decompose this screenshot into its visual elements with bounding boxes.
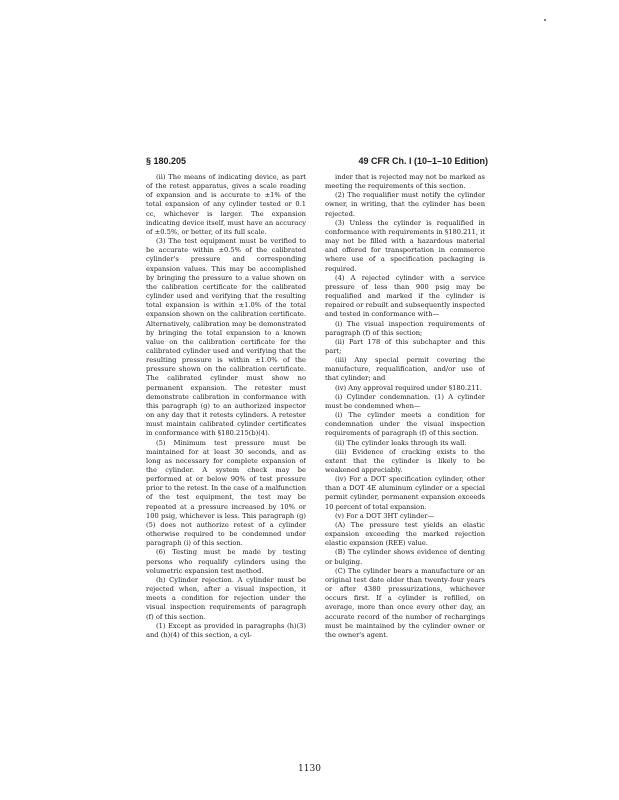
paragraph: (2) The requalifier must notify the cylinder owner, in writing, that the cylinder has been rejected. [325,191,485,218]
paragraph: (5) Minimum test pressure must be maintained for at least 30 seconds, and as long as necessary for complete expansion of the cylinder. A system check may be performed at or below 90% of test pressure prior to the retest. In the case of a malfunction of the test equipment, the test may be repeated at a pressure increased by 10% or 100 psig, whichever is less. This paragraph (g)(5) does not authorize retest of a cylinder otherwise required to be condemned under paragraph (i) of this section. [146,438,306,548]
paragraph: (C) The cylinder bears a manufacture or an original test date older than twenty-four years or after 4380 pressurizations, whichever occurs first. If a cylinder is refilled, on average, more than once every other day, an accurate record of the number of rechargings must be maintained by the cylinder owner or the owner's agent. [325,566,485,639]
paragraph: (ii) The cylinder leaks through its wall. [335,438,467,447]
paragraph: (1) Except as provided in paragraphs (h)(3) and (h)(4) of this section, a cyl- [146,621,306,639]
paragraph: (iv) For a DOT specification cylinder, other than a DOT 4E aluminum cylinder or a special permit cylinder, permanent expansion exceeds 10 percent of total expansion. [325,475,485,511]
paragraph: (h) Cylinder rejection. A cylinder must be rejected when, after a visual inspection, it meets a condition for rejection under the visual inspection requirements of paragraph (f) of this section. [146,575,306,621]
page-number: 1130 [298,764,321,774]
section-number: § 180.205 [146,156,187,166]
scan-speck [544,19,546,21]
paragraph: (iii) Any special permit covering the manufacture, requalification, and/or use of that cylinder; and [325,356,485,383]
paragraph: (iv) Any approval required under §180.211. [335,383,482,392]
paragraph: (ii) The means of indicating device, as part of the retest apparatus, gives a scale reading of expansion and is accurate to ±1% of the total expansion of any cylinder tested or 0.1 cc, whichever is larger. The expansion indicating device itself, must have an accuracy of ±0.5%, or better, of its full scale. [146,173,306,236]
paragraph: (6) Testing must be made by testing persons who requalify cylinders using the volumetric expansion test method. [146,548,306,575]
running-header [146,156,488,170]
paragraph: (4) A rejected cylinder with a service pressure of less than 900 psig may be requalified and marked if the cylinder is repaired or rebuilt and subsequently inspected and tested in conformance with— [325,273,485,319]
paragraph: (A) The pressure test yields an elastic expansion exceeding the marked rejection elastic expansion (REE) value. [325,520,485,548]
edition-title: 49 CFR Ch. I (10–1–10 Edition) [358,156,488,166]
paragraph: (i) The cylinder meets a condition for condemnation under the visual inspection requirements of paragraph (f) of this section. [325,411,485,438]
paragraph: (i) Cylinder condemnation. (1) A cylinder must be condemned when— [325,392,485,410]
paragraph: (ii) Part 178 of this subchapter and this part; [325,337,485,355]
right-column [325,173,485,763]
paragraph: (3) The test equipment must be verified to be accurate within ±0.5% of the calibrated cylinder's pressure and corresponding expansion values. This may be accomplished by bringing the pressure to a value shown on the calibration certificate for the calibrated cylinder used and verifying that the resulting total expansion is within ±1.0% of the total expansion shown on the calibration certificate. Alternatively, calibration may be demonstrated by bringing the total expansion to a known value on the calibration certificate for the calibrated cylinder used and verifying that the resulting pressure is within ±1.0% of the pressure shown on the calibration certificate. The calibrated cylinder must show no permanent expansion. The retester must demonstrate calibration in conformance with this paragraph (g) to an authorized inspector on any day that it retests cylinders. A retester must maintain calibrated cylinder certificates in conformance with §180.215(b)(4). [146,237,306,438]
paragraph: (v) For a DOT 3HT cylinder— [335,511,435,520]
paragraph: inder that is rejected may not be marked as meeting the requirements of this section. [325,173,485,191]
paragraph: (B) The cylinder shows evidence of denting or bulging. [325,548,485,566]
paragraph: (3) Unless the cylinder is requalified in conformance with requirements in §180.211, it may not be filled with a hazardous material and offered for transportation in commerce where use of a specification packaging is required. [325,218,485,273]
paragraph: (iii) Evidence of cracking exists to the extent that the cylinder is likely to be weakened appreciably. [325,447,485,474]
paragraph: (i) The visual inspection requirements of paragraph (f) of this section; [325,319,485,337]
left-column [146,173,306,763]
